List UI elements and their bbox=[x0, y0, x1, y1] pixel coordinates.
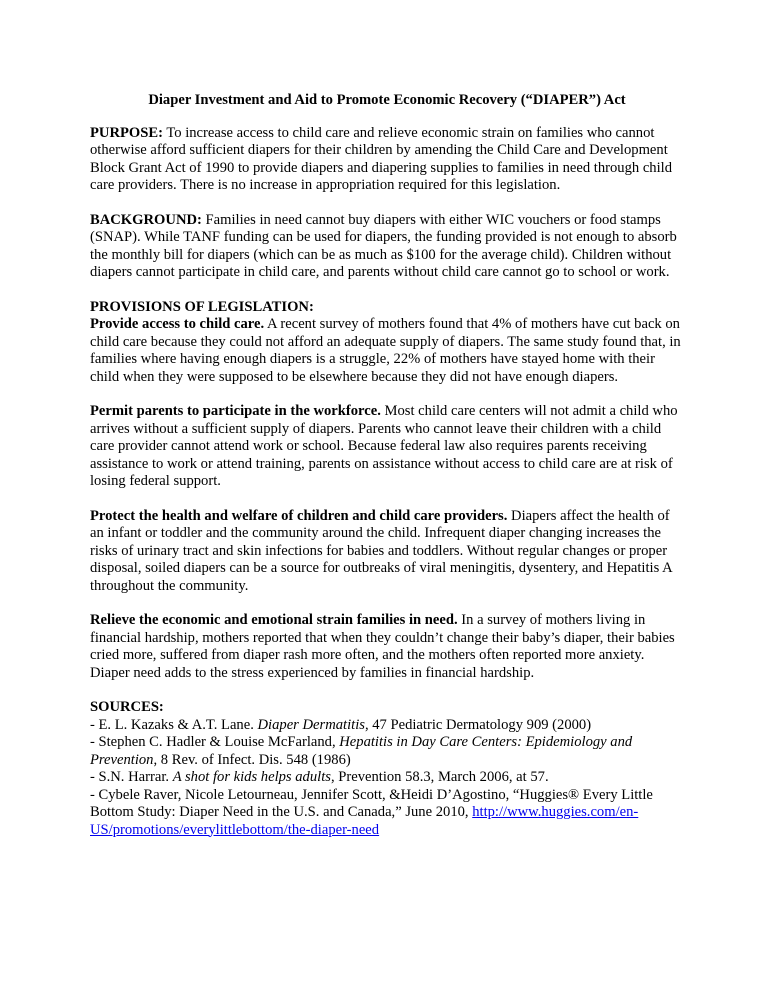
provision-item bbox=[90, 508, 684, 596]
source-item bbox=[90, 734, 684, 769]
background-label: BACKGROUND: bbox=[90, 211, 202, 228]
provision-label: Provide access to child care. bbox=[90, 316, 265, 332]
source-title: Diaper Dermatitis bbox=[257, 716, 365, 733]
sources-heading: SOURCES: bbox=[90, 699, 164, 715]
source-prefix: - Cybele Raver, Nicole Letourneau, Jennifer Scott, &Heidi D’Agostino, “Huggies® Every Little Bottom Study: Diaper Need in the U.S. and Canada,” June 2010, bbox=[90, 786, 653, 820]
provisions-heading: PROVISIONS OF LEGISLATION: bbox=[90, 298, 314, 315]
source-item bbox=[90, 769, 684, 787]
provision-item bbox=[90, 403, 684, 491]
purpose-label: PURPOSE: bbox=[90, 124, 163, 141]
source-title: Hepatitis in Day Care Centers: Epidemiology and Prevention bbox=[90, 734, 633, 768]
source-item bbox=[90, 787, 684, 840]
document-title: Diaper Investment and Aid to Promote Economic Recovery (“DIAPER”) Act bbox=[148, 92, 626, 108]
provision-label: Protect the health and welfare of children and child care providers. bbox=[90, 507, 508, 524]
purpose-section bbox=[90, 125, 684, 195]
source-suffix: , 47 Pediatric Dermatology 909 (2000) bbox=[364, 716, 592, 733]
document-body bbox=[90, 92, 684, 839]
source-suffix: , 8 Rev. of Infect. Dis. 548 (1986) bbox=[153, 751, 351, 768]
background-section bbox=[90, 212, 684, 282]
purpose-text: To increase access to child care and relieve economic strain on families who cannot otherwise afford sufficient diapers for their children by amending the Child Care and Development Block Grant Act of 1990 to provide diapers and diapering supplies to families in need through child care providers. There is no increase in appropriation required for this legislation. bbox=[90, 124, 673, 193]
source-prefix: - E. L. Kazaks & A.T. Lane. bbox=[90, 716, 258, 733]
source-item bbox=[90, 717, 684, 735]
provision-item bbox=[90, 612, 684, 682]
provision-text: In a survey of mothers living in financial hardship, mothers reported that when they couldn’t change their baby’s diaper, their babies cried more, suffered from diaper rash more often, and the mothers often reported more anxiety. Diaper need adds to the stress experienced by families in financial hardship. bbox=[90, 612, 675, 681]
provision-text: Most child care centers will not admit a child who arrives without a sufficient supply of diapers. Parents who cannot leave their children with a child care provider cannot attend work or school. Because federal law also requires parents receiving assistance to work or attend training, parents on assistance without access to child care are at risk of losing federal support. bbox=[90, 403, 678, 489]
provision-item bbox=[90, 316, 684, 386]
source-title: A shot for kids helps adults bbox=[172, 769, 331, 785]
source-prefix: - S.N. Harrar. bbox=[90, 769, 173, 785]
huggies-study-link[interactable]: http://www.huggies.com/en-US/promotions/everylittlebottom/the-diaper-need bbox=[90, 804, 639, 838]
provision-text: Diapers affect the health of an infant or toddler and the community around the child. Infrequent diaper changing increases the risks of urinary tract and skin infections for babies and toddlers. Without regular changes or proper disposal, soiled diapers can be a source for outbreaks of viral meningitis, dysentery, and Hepatitis A throughout the community. bbox=[90, 507, 672, 594]
source-prefix: - Stephen C. Hadler & Louise McFarland, bbox=[90, 734, 340, 750]
provision-text: A recent survey of mothers found that 4% of mothers have cut back on child care because they could not afford an adequate supply of diapers. The same study found that, in families where having enough diapers is a struggle, 22% of mothers have stayed home with their child when they were supposed to be elsewhere because they did not have enough diapers. bbox=[90, 316, 681, 385]
provision-label: Permit parents to participate in the workforce. bbox=[90, 403, 381, 419]
background-text: Families in need cannot buy diapers with either WIC vouchers or food stamps (SNAP). While TANF funding can be used for diapers, the funding provided is not enough to absorb the monthly bill for diapers (which can be as much as $100 for the average child). Children without diapers cannot participate in child care, and parents without child care cannot go to school or work. bbox=[90, 211, 677, 280]
provision-label: Relieve the economic and emotional strain families in need. bbox=[90, 612, 458, 628]
source-suffix: , Prevention 58.3, March 2006, at 57. bbox=[330, 769, 549, 785]
